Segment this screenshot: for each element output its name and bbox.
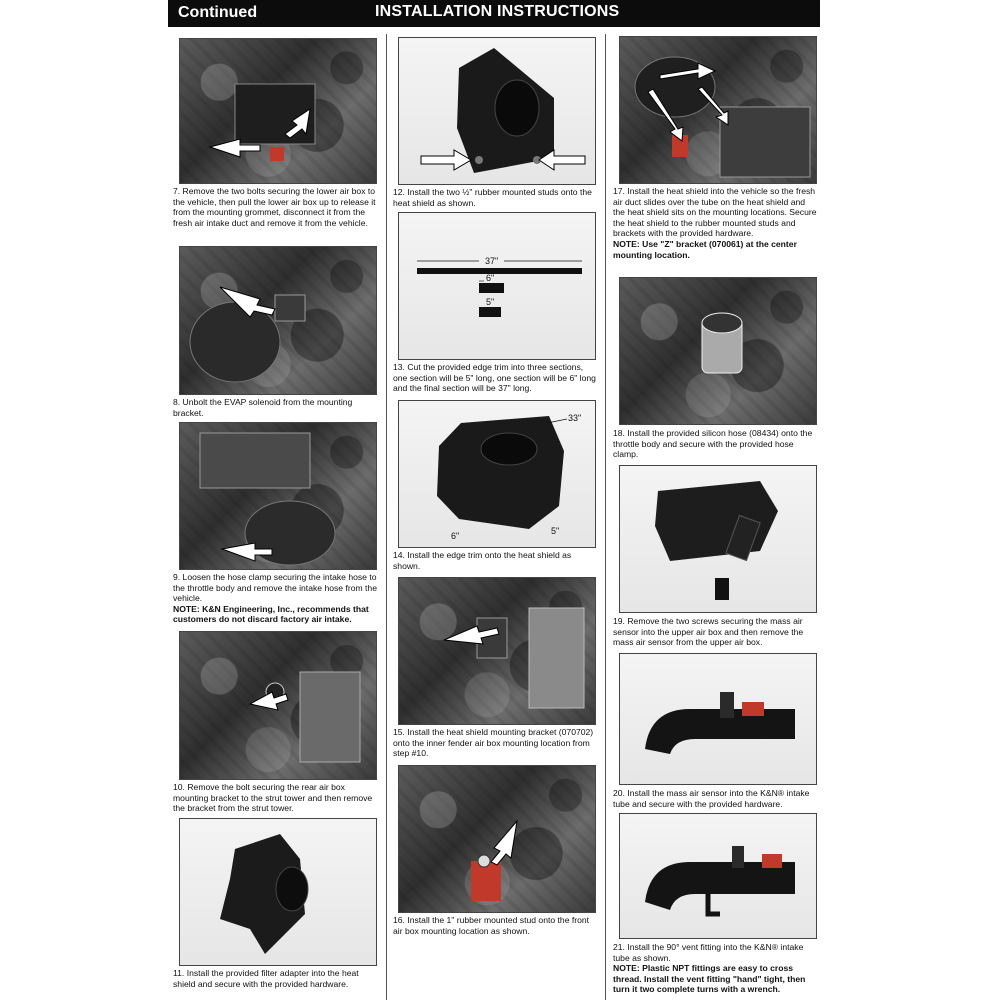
step-17-note: NOTE: Use "Z" bracket (070061) at the center mounting location. xyxy=(613,238,797,260)
continued-label: Continued xyxy=(178,4,258,21)
step-13-photo xyxy=(398,212,596,360)
step-14-text: 14. Install the edge trim onto the heat shield as shown. xyxy=(393,550,572,571)
trim-6-label: 6" xyxy=(486,273,495,283)
step-9-note: NOTE: K&N Engineering, Inc., recommends that customers do not discard factory air intake. xyxy=(173,603,369,625)
step-9-text: 9. Loosen the hose clamp securing the intake hose to the throttle body and remove the intake hose from the vehicle. NOTE: K&N Engineering, Inc., recommends that customers do not discard factory air intake. xyxy=(173,572,377,625)
page-title: INSTALLATION INSTRUCTIONS xyxy=(375,3,620,20)
step-7-text: 7. Remove the two bolts securing the lower air box to the vehicle, then pull the lower air box up to release it from the mounting grommet, disconnect it from the fresh air intake duct and remove it from the vehicle. xyxy=(173,186,376,228)
step-12-text: 12. Install the two ½" rubber mounted studs onto the heat shield as shown. xyxy=(393,187,592,208)
step-10-text: 10. Remove the bolt securing the rear air box mounting bracket to the strut tower and then remove the bracket from the strut tower. xyxy=(173,782,373,814)
shield-5-label: 5" xyxy=(551,526,560,536)
step-16-text: 16. Install the 1" rubber mounted stud onto the front air box mounting location as shown. xyxy=(393,915,590,936)
step-16-photo xyxy=(398,765,596,913)
step-11-text: 11. Install the provided filter adapter into the heat shield and secure with the provided hardware. xyxy=(173,968,359,989)
trim-37-label: 37" xyxy=(485,256,499,266)
step-21-text: 21. Install the 90° vent fitting into the K&N® intake tube as shown. NOTE: Plastic NPT fittings are easy to cross thread. Install the vent fitting "hand" tight, then turn it two complete turns with a wrench. xyxy=(613,942,818,995)
step-18-text: 18. Install the provided silicon hose (08434) onto the throttle body and secure with the provided hose clamp. xyxy=(613,428,813,460)
step-11-photo xyxy=(179,818,377,966)
header-bar xyxy=(168,0,820,27)
step-14-photo xyxy=(398,400,596,548)
step-18-photo xyxy=(619,277,817,425)
step-21-note: NOTE: Plastic NPT fittings are easy to cross thread. Install the vent fitting "hand" tight, then turn it two complete turns with a wrench. xyxy=(613,963,806,995)
step-13-text: 13. Cut the provided edge trim into three sections, one section will be 5" long, one section will be 6" long and the final section will be 37" long. xyxy=(393,362,596,394)
step-8-text: 8. Unbolt the EVAP solenoid from the mounting bracket. xyxy=(173,397,353,418)
step-15-photo xyxy=(398,577,596,725)
step-19-photo xyxy=(619,465,817,613)
shield-33-label: 33" xyxy=(568,413,582,423)
step-10-photo xyxy=(179,631,377,780)
step-21-photo xyxy=(619,813,817,939)
step-20-text: 20. Install the mass air sensor into the K&N® intake tube and secure with the provided hardware. xyxy=(613,788,810,809)
step-17-photo xyxy=(619,36,817,184)
step-12-photo xyxy=(398,37,596,185)
step-19-text: 19. Remove the two screws securing the mass air sensor into the upper air box and then remove the mass air sensor from the upper air box. xyxy=(613,616,804,648)
shield-6-label: 6" xyxy=(451,531,460,541)
column-divider-1 xyxy=(386,34,387,1000)
step-15-text: 15. Install the heat shield mounting bracket (070702) onto the inner fender air box mounting location from step #10. xyxy=(393,727,594,759)
step-7-photo xyxy=(179,38,377,184)
step-20-photo xyxy=(619,653,817,785)
column-divider-2 xyxy=(605,34,606,1000)
step-8-photo xyxy=(179,246,377,395)
step-17-text: 17. Install the heat shield into the vehicle so the fresh air duct slides over the tube on the heat shield and the heat shield sits on the mounting locations. Secure the heat shield to the rubber mounted studs and brackets with the provided hardware. NOTE: Use "Z" bracket (070061) at the center mounting location. xyxy=(613,186,817,260)
trim-5-label: 5" xyxy=(486,297,495,307)
step-9-photo xyxy=(179,422,377,570)
